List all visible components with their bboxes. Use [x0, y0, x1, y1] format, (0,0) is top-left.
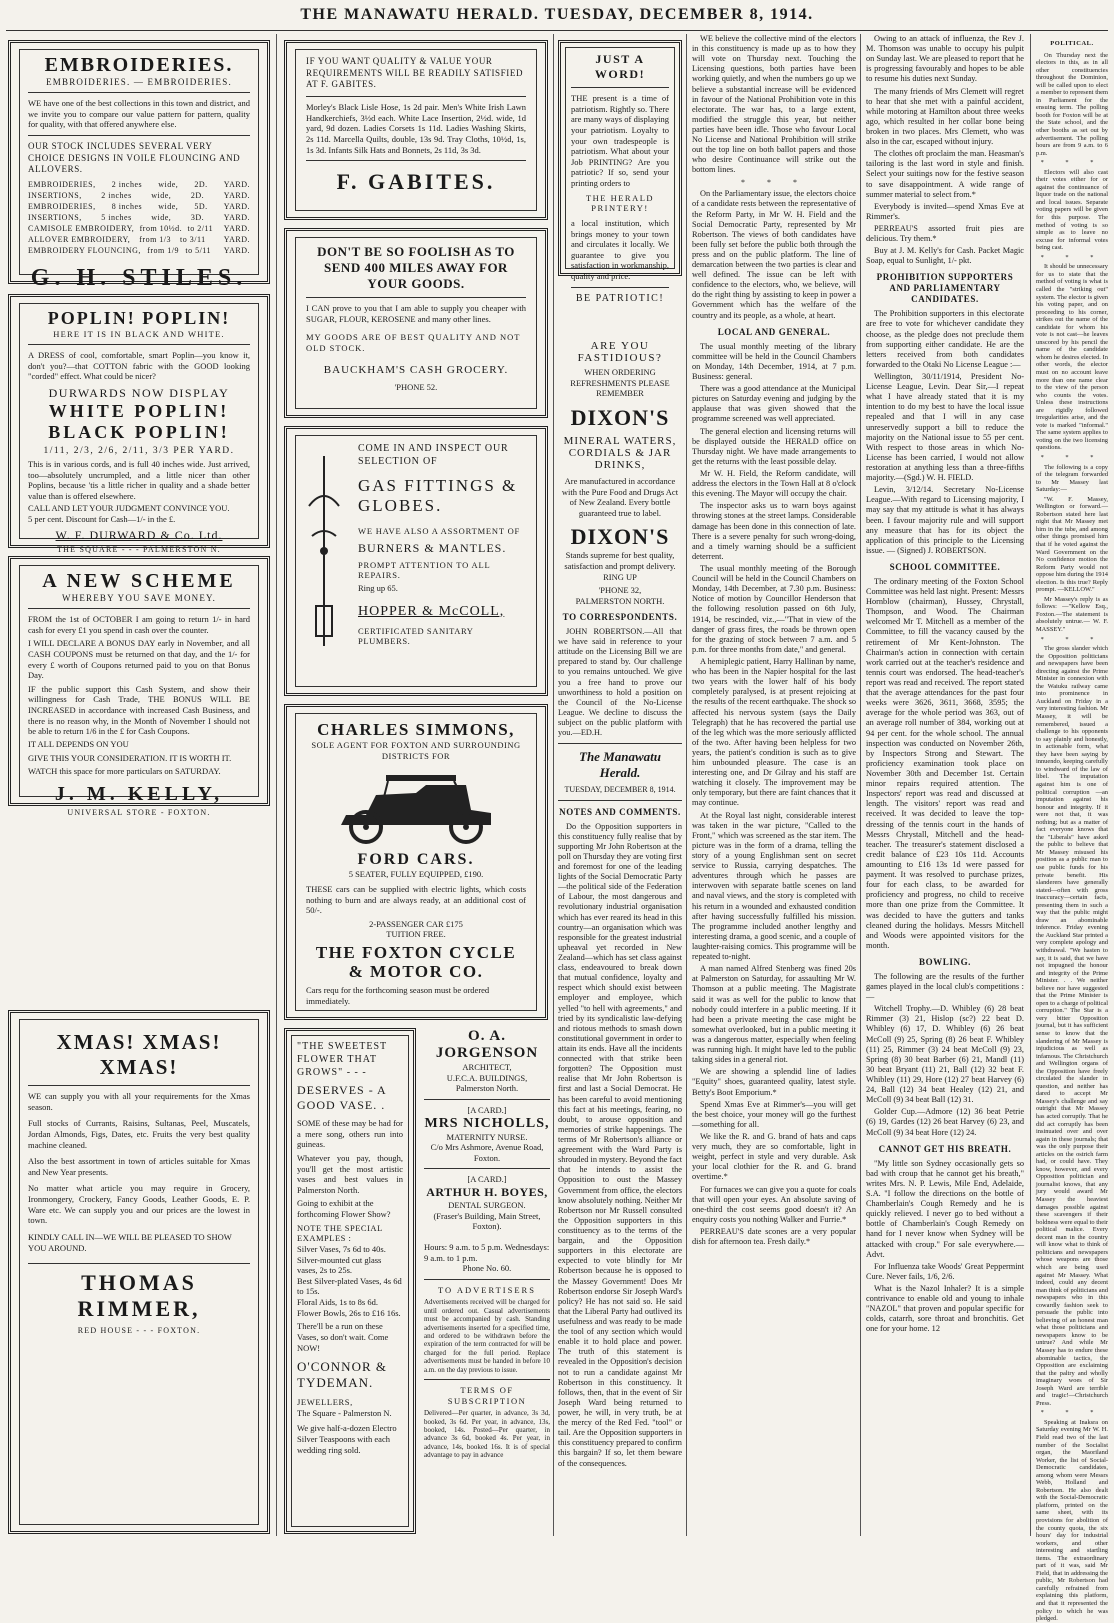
- stiles-price-cell: 2 inches: [111, 179, 143, 189]
- dixon-town: PALMERSTON NORTH.: [575, 595, 665, 606]
- rimmer-advert: [8, 1010, 270, 1534]
- news-paragraph: A hemiplegic patient, Harry Hallinan by name, who has been in the Napier hospital for the last two years with the lower half of his body completely paralysed, is at present rejoicing at the results of the recent earthquake. The shock so affected his nervous system (says the Daily Telegraph) that he has recovered the partial use of the leg which was the more seriously afflicted of the two. After having been helpless for two years, the patient's condition is such as to give him unbounded pleasure. The case is an interesting one, and Dr Gilray and his staff are watching it closely. The improvement may be only temporary, but there are faint chances that it may continue.: [692, 656, 856, 808]
- news-paragraph: For furnaces we can give you a quote for coals that will open your eyes. An absolute saving of one-third the cost seems good doesn't it? An enquiry costs you nothing Walker and Furrie.*: [692, 1184, 856, 1224]
- news-heading: BOWLING.: [918, 956, 972, 967]
- dixon-advert: [558, 340, 682, 606]
- gabites-advert: [284, 40, 548, 220]
- simmons-advert: [284, 704, 548, 1020]
- stiles-price-cell: YARD.: [223, 234, 250, 244]
- oconnor-trade: JEWELLERS,: [297, 1397, 353, 1408]
- stiles-price-row: [28, 202, 250, 211]
- simmons-footnote: Cars requ for the forthcoming season must be ordered immediately.: [306, 985, 490, 1006]
- news-paragraph: The many friends of Mrs Clemett will regret to hear that she met with a painful accident, while motoring at Hamilton about three weeks ago, which resulted in her collar bone being broken in two places. Mrs Clemett, who was also in the car, escaped without injury.: [866, 86, 1024, 147]
- rimmer-name: THOMAS RIMMER,: [77, 1270, 201, 1322]
- news-paragraph: PERREAU'S assorted fruit pies are delicious. Try them.*: [866, 223, 1024, 244]
- rimmer-p1: WE can supply you with all your requirements for the Xmas season.: [28, 1091, 250, 1112]
- gabites-name: F. GABITES.: [336, 169, 496, 195]
- news-paragraph: The ordinary meeting of the Foxton School Committee was held last night. Present: Messrs Hornblow (chairman), Hussey, Chrystall, Thompson, and Wood. The Chairman welcomed Mr T. Mitchell as a member of the Committee, to fill the vacancy caused by the retirement of Mr Kent-Johnston. The Chairman's action in connection with certain work carried out at the teacher's residence and tennis court was endorsed. The head-teacher's report was read and received. The report stated that the average attendances for the past four weeks were 3626, 3611, 3668, 3595; the average for the whole period was 363, out of an average roll number of 384, working out at 94 per cent. for the whole school. The annual inspection was conducted on November 26th, by Inspectors Strong and Stewart. The proficiency examination took place on November 30th and December 1st. Certain minor repairs required attention. The Inspectors' report was read and discussed at length. The visitors' report was read and received. It was decided to leave the top-dressing of the tennis court in the hands of Messrs Chrystall, Mitchell and the head-teacher. The treasurer's statement disclosed a credit balance of £23 10s 11d. Accounts amounting to £16 13s 1d were passed for payment. It was resolved to purchase prizes, four for each class, to be awarded for proficiency and progress, no child to receive more than one prize from the Committee. It was decided to have the gutters and tanks cleaned during the holidays. Messrs Mitchell and Woods were appointed visitors for the month.: [866, 576, 1024, 950]
- news-paragraph: We are showing a splendid line of ladies "Equity" shoes, guaranteed quality, latest style. Betty's Boot Emporium.*: [692, 1067, 856, 1097]
- stiles-price-cell: wide,: [158, 201, 179, 211]
- stiles-price-cell: INSERTIONS,: [28, 190, 82, 200]
- news-paragraph: The following are the results of the further games played in the local club's competitions :—: [866, 971, 1024, 1002]
- subscription-body: Delivered—Per quarter, in advance, 3s 3d, booked, 3s 6d. Per year, in advance, 13s, booked, 14s. Posted—Per quarter, in advance 3s 6d, booked 4s. Per year, in advance, 14s, booked 16s. It is of special advantage to pay in advance: [424, 1409, 550, 1460]
- stiles-price-row: [28, 180, 250, 189]
- stiles-price-cell: to 2/11: [187, 223, 214, 233]
- news-paragraph: The Prohibition supporters in this electorate are free to vote for whichever candidate they choose, as the pledge does not preclude them from supporting either candidate. He are the letters received from both candidates forwarded to the Otaki No License League :—: [866, 309, 1024, 369]
- herald-body2: a local institution, which brings money to your town and circulates it locally. We guarantee to give you satisfaction in workmanship, quality and price.: [571, 217, 669, 281]
- stiles-price-cell: wide,: [158, 179, 179, 189]
- stiles-price-cell: 2D.: [194, 179, 208, 189]
- section-separator: * * *: [741, 177, 807, 187]
- advertisers-title: TO ADVERTISERS: [438, 1284, 536, 1295]
- column-rule: [553, 34, 554, 1536]
- rimmer-p2: Full stocks of Currants, Raisins, Sultanas, Peel, Muscatels, Jordan Almonds, Figs, Dates, etc. Fruits the very best quality machine cleaned.: [28, 1118, 250, 1150]
- news-heading: SCHOOL COMMITTEE.: [889, 561, 1001, 572]
- column-rule: [1030, 34, 1031, 1536]
- oconnor-subtitle: DESERVES - A GOOD VASE. .: [297, 1083, 387, 1112]
- boyes-t1: DENTAL SURGEON.: [448, 1200, 526, 1210]
- news-paragraph: We like the R. and G. brand of hats and caps very much, they are so comfortable, light in weight, perfect in style and very durable. Ask your local clothier for the R. and G. brand overtime.*: [692, 1131, 856, 1182]
- boyes-hours: Hours: 9 a.m. to 5 p.m. Wednesdays: 9 a.m. to 1 p.m.: [424, 1241, 550, 1263]
- dixon-pure-food: Are manufactured in accordance with the Pure Food and Drugs Act of New Zealand. Every bottle guaranteed true to label.: [561, 475, 679, 518]
- stiles-price-cell: 2D.: [190, 190, 205, 200]
- nicholls-name: MRS NICHOLLS,: [424, 1115, 550, 1131]
- dixon-supreme: Stands supreme for best quality, satisfaction and prompt delivery. RING UP: [564, 550, 676, 582]
- gabites-heading: IF YOU WANT QUALITY & VALUE YOUR REQUIREMENTS WILL BE READILY SATISFIED AT F. GABITES.: [306, 56, 524, 90]
- stiles-price-cell: YARD.: [223, 201, 250, 211]
- kelly-advert: [8, 556, 270, 817]
- rimmer-p5: KINDLY CALL IN—WE WILL BE PLEASED TO SHOW YOU AROUND.: [28, 1231, 232, 1253]
- durward-black: BLACK POPLIN!: [48, 421, 230, 442]
- news-paragraph: Wellington, 30/11/1914, President No-License League, Levin. Dear Sir,—I repeat what I have already stated that it is my intention to do my best to have the local issue repealed and that I will in any case unreservedly support a bill to reduce the majority on the National issue to 55 per cent. With respect to those areas in which No-License has been carried, I would not allow restoration at anything less than a three-fifths majority.—(Sgd.) W. H. FIELD.: [866, 371, 1024, 483]
- gabites-body: Morley's Black Lisle Hose, 1s 2d pair. Men's White Irish Lawn Handkerchiefs, 3½d each. White Lace Insertion, 2½d. wide, 1d yard, 9d dozen. Ladies Corsets 1s 11d. Ladies Washing Skirts, 2s 11d. Marcella Quilts, double, 13s 9d. Tray Cloths, 10½d, 1s, 1s 3d. Infants Silk Hats and Bonnets, 2s 11d, 3s 3d.: [306, 102, 526, 155]
- durward-title: POPLIN! POPLIN!: [47, 308, 231, 328]
- kelly-address: UNIVERSAL STORE - FOXTON.: [67, 807, 211, 817]
- gas-lamp-icon: [304, 456, 344, 656]
- stiles-price-cell: CAMISOLE EMBROIDERY,: [28, 223, 135, 233]
- news-paragraph: The general election and licensing returns will be displayed outside the HERALD office on Thursday night. We have made arrangements to get the returns with the least possible delay.: [692, 426, 856, 466]
- ford-car-illustration: [326, 765, 506, 847]
- hopper-ring: Ring up 65.: [358, 582, 398, 593]
- kelly-p2: I WILL DECLARE A BONUS DAY early in November, and all CASH COUPONS must be returned on that day, and the 1/- for every £ worth of Coupons returned paid to you on that Bonus Day.: [28, 638, 250, 681]
- boyes-name: ARTHUR H. BOYES,: [426, 1185, 548, 1199]
- dixon-name-2: DIXON'S: [570, 524, 670, 550]
- ford-tuition: TUITION FREE.: [386, 929, 446, 940]
- news-paragraph: Mr Massey's reply is as follows: —"Kellow Esq., Foxton.—The statement is absolutely untrue.— W. F. MASSEY.": [1036, 595, 1108, 634]
- news-paragraph: Owing to an attack of influenza, the Rev J. M. Thomson was unable to occupy his pulpit on Sunday last. We are pleased to report that he is progressing favourably and hopes to be able to resume his duties next Sunday.: [866, 34, 1024, 84]
- oconnor-example-item: Floral Aids, 1s to 8s 6d.: [297, 1297, 378, 1307]
- durward-call: CALL AND LET YOUR JUDGMENT CONVINCE YOU.: [28, 503, 230, 514]
- hopper-advert: [284, 426, 548, 696]
- oconnor-p5: We give half-a-dozen Electro Silver Teaspoons with each wedding ring sold.: [297, 1423, 397, 1455]
- news-paragraph: What is the Nazol Inhaler? It is a simple contrivance to enable old and young to inhale "NAZOL" that proven and popular specific for colds, catarrh, sore throat and bronchitis. Get one for your home. 12: [866, 1283, 1024, 1334]
- news-heading: PROHIBITION SUPPORTERS AND PARLIAMENTARY CANDIDATES.: [876, 272, 1014, 305]
- news-paragraph: WE believe the collective mind of the electors in this constituency is made up as to how they will vote on Thursday next. Touching the Licensing questions, both parties have been working quietly, and when the numbers go up we believe a substantial increase will be evidenced in favour of the National Prohibition vote in this electorate. The war has, to a large extent, modified the struggle this year, but neither parties have been idle. Those who favour Local No License and National Prohibition will strike out the top line on both ballot papers and those who desire Continuance will strike out the bottom lines.: [692, 34, 856, 175]
- oconnor-examples: [297, 1244, 403, 1318]
- news-paragraph: For Influenza take Woods' Great Peppermint Cure. Never fails, 1/6, 2/6.: [866, 1261, 1024, 1281]
- boyes-t2: (Fraser's Building, Main Street, Foxton).: [433, 1210, 541, 1232]
- nicholls-t1: MATERNITY NURSE.: [446, 1131, 528, 1142]
- stiles-price-row: [28, 224, 250, 233]
- hopper-burners: BURNERS & MANTLES.: [358, 540, 507, 555]
- stiles-name: G. H. STILES.: [30, 264, 248, 291]
- kelly-title: A NEW SCHEME: [42, 570, 236, 592]
- stiles-title: EMBROIDERIES.: [44, 54, 234, 76]
- stiles-price-cell: wide,: [151, 212, 172, 222]
- dixon-remember: WHEN ORDERING REFRESHMENTS PLEASE REMEMBER: [570, 367, 670, 399]
- stiles-stock: OUR STOCK INCLUDES SEVERAL VERY CHOICE DESIGNS IN VOILE FLOUNCING AND ALLOVERS.: [28, 140, 241, 175]
- news-paragraph: Speaking at Inaksra on Saturday evening Mr W. H. Field read two of the last number of the Socialist organ, the Maoriland Worker, the list of Social-Democratic candidates, among whom were Messrs Webb, Holland and Robertson. He also dealt with the Social-Democratic platform, printed on the same sheet, with its provisions for abolition of the county quota, the six hours' day for industrial workers, and other interesting and startling items. The extraordinary part of it was, said Mr Field, that in addressing the public, Mr Robertson had carefully refrained from explaining this platform, and that it represented the policy to which he was pledged.: [1036, 1418, 1108, 1623]
- section-separator: * * *: [1040, 253, 1104, 261]
- ford-cars-heading: FORD CARS.: [357, 851, 475, 869]
- rimmer-address: RED HOUSE - - - FOXTON.: [77, 1326, 201, 1336]
- oconnor-p2: Whatever you pay, though, you'll get the most artistic vases and best values in Palmerston North.: [297, 1152, 403, 1195]
- news-heading: POLITICAL.: [1050, 40, 1094, 47]
- oconnor-note: NOTE THE SPECIAL EXAMPLES :: [297, 1222, 383, 1244]
- dixon-question: ARE YOU FASTIDIOUS?: [577, 340, 663, 364]
- hopper-repairs: PROMPT ATTENTION TO ALL REPAIRS.: [358, 559, 491, 581]
- news-paragraph: Everybody is invited—spend Xmas Eve at Rimmer's.: [866, 201, 1024, 221]
- kelly-p5: GIVE THIS YOUR CONSIDERATION. IT IS WORTH IT.: [28, 752, 232, 763]
- stiles-price-cell: from 1/3: [139, 234, 172, 244]
- bauckham-name: BAUCKHAM'S CASH GROCERY.: [323, 363, 509, 376]
- stiles-price-cell: ALLOVER EMBROIDERY,: [28, 234, 131, 244]
- stiles-price-row: [28, 246, 250, 255]
- news-column-6: [1036, 34, 1108, 1623]
- kelly-p1: FROM the 1st of OCTOBER I am going to return 1/- in hard cash for every £1 you spend in cash over the counter.: [28, 614, 250, 635]
- stiles-advert: [8, 40, 270, 291]
- stiles-body: WE have one of the best collections in this town and district, and we invite you to compare our value pattern for pattern, quality for quality, with that offered anywhere else.: [28, 98, 250, 130]
- simmons-subtitle: SOLE AGENT FOR FOXTON AND SURROUNDING DISTRICTS FOR: [311, 740, 521, 761]
- jorgenson-t2: U.F.C.A. BUILDINGS,: [446, 1072, 528, 1083]
- herald-title: JUST A WORD!: [594, 52, 646, 81]
- durward-display: DURWARDS NOW DISPLAY: [48, 385, 230, 400]
- stiles-price-cell: wide,: [151, 190, 172, 200]
- bauckham-title: DON'T BE SO FOOLISH AS TO SEND 400 MILES AWAY FOR YOUR GOODS.: [317, 244, 515, 291]
- oconnor-address: The Square - Palmerston N.: [297, 1407, 392, 1418]
- news-paragraph: Levin, 3/12/14. Secretary No-License League.—With regard to Licensing majority, I may say that my attitude is what it has always been. I favour majority rule and will support any measure that has for its object the application of this principle to the Licensing issue. — (Signed) J. ROBERTSON.: [866, 485, 1024, 555]
- foxton-cycle-motor-co: THE FOXTON CYCLE & MOTOR CO.: [315, 943, 517, 981]
- section-separator: * * *: [1040, 635, 1104, 643]
- stiles-price-cell: EMBROIDERIES,: [28, 179, 96, 189]
- stiles-price-cell: YARD.: [223, 245, 250, 255]
- bauckham-quality: MY GOODS ARE OF BEST QUALITY AND NOT OLD STOCK.: [306, 332, 521, 353]
- boyes-phone: Phone No. 60.: [462, 1263, 512, 1274]
- stiles-subtitle: EMBROIDERIES. — EMBROIDERIES.: [46, 77, 232, 87]
- oconnor-title: "THE SWEETEST FLOWER THAT GROWS" - - -: [297, 1041, 387, 1078]
- hopper-gas-fittings: GAS FITTINGS & GLOBES.: [358, 476, 518, 515]
- dixon-mineral-waters: MINERAL WATERS, CORDIALS & JAR DRINKS,: [563, 434, 677, 471]
- stiles-price-cell: to 3/11: [180, 234, 206, 244]
- masthead-rule: [6, 30, 1108, 31]
- news-paragraph: On the Parliamentary issue, the electors choice of a candidate rests between the representative of the Reform Party, in Mr W. H. Field and the Social Democratic Party, represented by Mr Robertson. The views of both candidates have been fully set before the public both through the press and on the public platform. The line of demarcation between the two parties is clear and well defined. The issue can be left with confidence to the electors, who, we believe, will do the right thing by assisting to keep in power a Government which has the welfare of the country and its people, as a whole, at heart.: [692, 189, 856, 320]
- stiles-price-cell: to 5/11: [185, 245, 211, 255]
- herald-printery-advert: [558, 40, 682, 304]
- notes-heading: NOTES AND COMMENTS.: [559, 806, 681, 817]
- stiles-price-cell: INSERTIONS,: [28, 212, 82, 222]
- news-paragraph: The gross slander which the Opposition politicians and newspapers have been directing against the Prime Minister in connexion with the Waiuku railway came into prominence in Auckland on Friday in a very interesting fashion. Mr Massey, it will be remembered, issued a challenge to his opponents to say plainly and honestly, in actionable form, what they have been saying by innuendo, keeping carefully to windward of the law of libel. The imputation against him is one of political corruption —an imputation against his honour and integrity. If it were not that, it was nothing; but as a matter of fact everyone knows that the "Liberals" have asked the public to believe that Mr Massey misused his position as a public man to use public funds for his private benefit. His slanderers have generally stated—often with gross inaccuracy—certain facts, presenting them in such a way that the public might draw an abominable inference. Friday evening the Auckland Star printed a very complete apology and withdrawal. "We hasten to say, it is said, that we have not impugned the honour and integrity of the Prime Minister. . . We neither believe nor have suggested that the Prime Minister is open to a charge of political corruption." The Star is a very bitter Opposition journal, but it has sufficient sense to know that the slandering of Mr Massey is injudicious as well as infamous. The Christchurch and Wellington organs of the Opposition have freely circulated the slander in question, and neither has dared to accept Mr Massey's challenge and say outright that Mr Massey has acted corruptly. That he did act corruptly has been insinuated over and over again in these journals; that was the only purpose their articles on the ostrich farm had, or could have. They know, however, and every Opposition politician and journalist knows, that any jury would award Mr Massey the heaviest damages possible against these scavengers if their boldness were equal to their political malice. Every decent man in the country will know what to think of politicians and newspapers whose weapons are those which are being used against Mr Massey. What indeed, could any decent man think of politicians and newspapers who in this cowardly fashion seek to persuade the public into believing of an honest man what those politicians and newspapers know to be untrue? And while Mr Massey has to endure these abominable tactics, the Opposition are exclaiming that the paltry and wholly imaginary woes of Sir Joseph Ward are terrible and tragic!—Christchurch Press.: [1036, 645, 1108, 1407]
- durward-body: A DRESS of cool, comfortable, smart Poplin—you know it, don't you?—that COTTON fabric with the GOOD looking "corded" effect. What could be nicer?: [28, 350, 250, 382]
- news-column-5-final: [866, 34, 1024, 1534]
- durward-advert: [8, 294, 270, 554]
- stiles-price-cell: from 1/9: [147, 245, 179, 255]
- durward-prices: 1/11, 2/3, 2/6, 2/11, 3/3 PER YARD.: [43, 445, 235, 456]
- jorgenson-t1: ARCHITECT,: [462, 1062, 512, 1072]
- herald-printery: THE HERALD PRINTERY!: [585, 192, 655, 214]
- oconnor-example-item: Silver Vases, 7s 6d to 40s.: [297, 1243, 386, 1254]
- advertisers-body: Advertisements received will be charged for until ordered out. Casual advertisements must be accompanied by cash. Standing advertisements inserted for a specified time, and ordered to be withdrawn before the expiration of the term contracted for will be charged for the full period. Replace advertisements must be handed in before 10 a.m. on the day previous to issue.: [424, 1298, 550, 1374]
- stiles-price-row: [28, 235, 250, 244]
- jorgenson-name: O. A. JORGENSON: [435, 1028, 539, 1061]
- correspondents-heading: TO CORRESPONDENTS.: [562, 612, 678, 622]
- stiles-price-cell: from 10½d.: [139, 223, 183, 233]
- news-paragraph: Golder Cup.—Admore (12) 36 beat Petrie (6) 19, Gardes (12) 26 beat Harvey (6) 23, and McColl (9) 34 beat Hore (12) 24.: [866, 1107, 1024, 1137]
- simmons-name: CHARLES SIMMONS,: [317, 720, 515, 739]
- stiles-price-cell: 3D.: [190, 212, 205, 222]
- ford-electric-lights: THESE cars can be supplied with electric lights, which costs nothing to burn and are always ready, at an additional cost of 50/-.: [306, 883, 526, 916]
- correspondents-body: JOHN ROBERTSON.—All that we have said in reference to your attitude on the Licensing Bill we are prepared to stand by. Our challenge to you remains untouched. We give you a free hand to prove our unworthiness to hold a position on the Council of the No-License League. We decline to discuss the subject on the public platform with you.—ED.H.: [558, 626, 682, 738]
- news-paragraph: Electors will also cast their votes either for or against the continuance of liquor trade on the national and local issues. Separate voting papers will be given for this purpose. The method of voting is so simple as to leave no excuse for informal votes being cast.: [1036, 168, 1108, 252]
- section-separator: * * *: [1040, 159, 1104, 167]
- kelly-p3: IF the public support this Cash System, and show their willingness for Cash Trade, THE BONUS WILL BE INCREASED in accordance with increased Cash Business, and there is no reason why, in the Month of November I should not be able to return 1/6 in the £ for Cash Coupons.: [28, 683, 250, 737]
- durward-white: WHITE POPLIN!: [48, 400, 230, 421]
- dixon-phone: 'PHONE 32,: [598, 585, 642, 596]
- rimmer-title: XMAS! XMAS! XMAS!: [56, 1030, 222, 1079]
- stiles-price-cell: EMBROIDERY FLOUNCING,: [28, 245, 141, 255]
- news-paragraph: Mr W. H. Field, the Reform candidate, will address the electors in the Town Hall at 8 o'clock this evening. The Mayor will occupy the chair.: [692, 468, 856, 499]
- rimmer-p3: Also the best assortment in town of articles suitable for Xmas and New Year presents.: [28, 1156, 250, 1177]
- bauckham-phone: 'PHONE 52.: [394, 381, 438, 392]
- oconnor-p1: SOME of these may be had for a mere song, others run into guineas.: [297, 1118, 403, 1150]
- news-paragraph: "W. F. Massey, Wellington or forward.—Robertson stated here last night that Mr Massey met him in the tube, and among other things promised him that if he voted against the Ward Government on the No confidence motion the Reform Party would not oppose him during the 1914 election. Is this true? Reply prompt. —KELLOW.": [1036, 495, 1108, 594]
- kelly-p4: IT ALL DEPENDS ON YOU: [28, 738, 129, 749]
- news-paragraph: The clothes oft proclaim the man. Heasman's tailoring is the last word in style and finish. Select your suitings now for the festive season to save disappointment. A wide range of summer material to select from.*: [866, 149, 1024, 199]
- news-paragraph: The following is a copy of the telegram forwarded to Mr Massey last Saturday:—: [1036, 463, 1108, 494]
- news-paragraph: Spend Xmas Eve at Rimmer's—you will get the best choice, your money will go the furthest—something for all.: [692, 1099, 856, 1129]
- subscription-title: TERMS OF SUBSCRIPTION: [447, 1384, 527, 1406]
- news-paragraph: PERREAU'S date scones are a very popular dish for afternoon tea. Fresh daily.*: [692, 1226, 856, 1247]
- oconnor-example-item: Silver-mounted cut glass vases, 2s to 25s.: [297, 1254, 382, 1276]
- news-paragraph: The usual monthly meeting of the Borough Council will be held in the Council Chambers on Monday, 14th December, at 7.30 p.m. Business: Notice of motion by Councillor Henderson that the following resolution passed on 6th July, 1914, be rescinded, viz.,—"That in view of the danger of grass fires, the roads be thrown open for the grazing of stock between 7 a.m. and 5 p.m. for three months from date," and general.: [692, 563, 856, 654]
- stiles-price-cell: YARD.: [223, 223, 250, 233]
- stiles-price-cell: YARD.: [223, 190, 250, 200]
- kelly-subtitle: WHEREBY YOU SAVE MONEY.: [61, 593, 217, 603]
- oconnor-p3: Going to exhibit at the forthcoming Flower Show?: [297, 1198, 391, 1219]
- hopper-tagline: CERTIFICATED SANITARY PLUMBERS.: [358, 625, 474, 647]
- news-paragraph: There was a good attendance at the Municipal pictures on Saturday evening and judging by the applause that was given showed that the programme screened was well appreciated.: [692, 384, 856, 424]
- notes-body: Do the Opposition supporters in this constituency fully realise that by supporting Mr John Robertson at the poll on Thursday they are voting first and foremost for one of the leading lights of the Social Democratic Party—the political side of the Federation of Labour, the most dangerous and revolutionary industrial organisation which has ever reared its head in this country—an organisation which was responsible for the greatest industrial upheaval yet recorded in New Zealand—which has set class against class, endeavoured to break down that mutual confidence, loyalty and respect which should exist between employer and employee, which yelled "to hell with agreements," and tried by its syndicalistic law-defying and riotous methods to smash down constitutional government in order to attain its ends. Have all the incidents connected with that strike been forgotten? The Opposition must realise that Mr John Robertson is first and last a Social Democrat. He has been careful to avoid mentioning this fact at his meetings, fearing, no doubt, to arouse opposition and memories of strike happenings. The terms of Mr Robertson's alliance or agreement with the Ward Party is shrouded in mystery. Beyond the fact that he intends to assist the Opposition to oust the Massey Government from office, the electors know absolutely nothing. Neither Mr Robertson nor Mr Russell consulted the Opposition supporters in this constituency as to the terms of the bargain, and the Opposition supporters in this electorate are expected to vote blindly for Mr Robertson because he is opposed to the Massey Government! Does Mr Robertson endorse Sir Joseph Ward's policy? He has not said so. He said that the Liberal Party had outlived its usefulness and was ready to be made the tool of any section which would enable it to hold place and power. The truth of this statement is revealed in the Opposition's decision not to run a candidate against Mr Robertson in this constituency. It follows, then, that in the event of Sir Joseph Ward being returned to power, he will, in very truth, be at the mercy of the Red Fed. "tool" or tail. Are the Opposition supporters in this constituency prepared to confirm this bargain? If so, let them beware of the consequences.: [558, 821, 682, 1468]
- oconnor-example-item: Flower Bowls, 26s to £16 16s.: [297, 1307, 401, 1318]
- stiles-price-list: [28, 180, 250, 255]
- editorial-column: [558, 606, 682, 1534]
- hopper-intro: COME IN AND INSPECT OUR SELECTION OF: [358, 443, 509, 467]
- stiles-price-cell: 5D.: [194, 201, 208, 211]
- durward-body2: This is in various cords, and is full 40 inches wide. Just arrived, too—absolutely uncrumpled, and a little nicer than other Poplins, because 'tis a little richer in quality and a shade better value than is offered elsewhere.: [28, 458, 250, 501]
- news-heading: CANNOT GET HIS BREATH.: [878, 1143, 1012, 1154]
- column-rule: [860, 34, 861, 1536]
- news-paragraph: "My little son Sydney occasionally gets so bad with croup that he cannot get his breath," writes Mrs. N. P. Lewis, Mile End, Adelaide, S.A. "I follow the directions on the bottle of Chamberlain's Cough Remedy and he is quickly relieved. I never go to bed without a bottle of Chamberlain's Cough Remedy on hand for I never know when Sydney will be attacked with croup." For sale everywhere.—Advt.: [866, 1158, 1024, 1259]
- section-separator: * * *: [1040, 453, 1104, 461]
- news-paragraph: A man named Alfred Stenberg was fined 20s at Palmerston on Saturday, for assaulting Mr W. Thomson at a public meeting. The Magistrate said it was as well for the public to know that nobody could interfere in a public meeting. If it had been a private meeting the case might be somewhat overlooked, but in a public meeting it was a dangerous matter, especially when feeling was running high. It might have led to the public taking sides in a general riot.: [692, 964, 856, 1065]
- news-paragraph: Buy at J. M. Kelly's for Cash. Packet Magic Soap, equal to Sunlight, 1/- pkt.: [866, 246, 1024, 266]
- stiles-price-cell: 8 inches: [111, 201, 143, 211]
- durward-name: W. F. DURWARD & Co. Ltd.: [55, 527, 223, 542]
- stiles-price-row: [28, 191, 250, 200]
- nicholls-card: [A CARD.]: [467, 1104, 507, 1115]
- boyes-card: [A CARD.]: [467, 1174, 507, 1185]
- stiles-price-row: [28, 213, 250, 222]
- news-paragraph: Witchell Trophy.—D. Whibley (6) 28 beat Rimmer (3) 21, Hislop (sc?) 22 beat D. Whibley (6) 17, D. Whibley (6) 26 beat McColl (9) 25, Spring (8) 26 beat F. Whibley (11) 25, Rimmer (3) 24 beat McColl (9) 23, Spring (8) 30 beat Barber (6) 21, Mandl (11) 30 beat Bryant (11) 21, Ball (12) 32 beat F. Whibley (11) 29, Hore (12) 27 beat Harvey (6) 24, Ball (12) 34 beat Healey (12) 21, and McColl (9) 34 beat Ball (12) 31.: [866, 1004, 1024, 1105]
- herald-patriotic: BE PATRIOTIC!: [575, 292, 665, 304]
- column-rule: [686, 34, 687, 1536]
- masthead: THE MANAWATU HERALD. TUESDAY, DECEMBER 8, 1914.: [300, 6, 814, 23]
- oconnor-example-item: Best Silver-plated Vases, 4s 6d to 15s.: [297, 1275, 402, 1297]
- news-paragraph: It should be unnecessary for us to state that the method of voting is what is called the "striking out" system. The elector is given his voting paper, and on proceeding to his corner, strikes out the name of the candidate for whom his vote is not cast—he leaves unscored by his pencil the name of the candidate whom he desires elected. In other words, the elector must on no account leave more than one name clear to the view of the person who counts the votes. Unless these instructions are rigidly followed irregularities arise, and the vote is marked "informal." The same system applies to voting on the two licensing questions.: [1036, 263, 1108, 452]
- news-paragraph: The usual monthly meeting of the library committee will be held in the Council Chambers on Monday, 14th December, 1914, at 7 p.m. Business: general.: [692, 341, 856, 381]
- stiles-price-cell: 5 inches: [101, 212, 132, 222]
- herald-body: THE present is a time of patriotism. Rightly so. There are many ways of displaying your patriotism. Loyalty to your own tradespeople is patriotism. What about your Job PRINTING? Are you patriotic? If so, send your printing orders to: [571, 93, 669, 188]
- nicholls-t2: C/o Mrs Ashmore, Avenue Road, Foxton.: [430, 1142, 544, 1163]
- jorgenson-t3: Palmerston North.: [455, 1083, 519, 1094]
- stiles-price-cell: EMBROIDERIES,: [28, 201, 96, 211]
- kelly-name: J. M. KELLY,: [54, 782, 224, 805]
- news-paragraph: The inspector asks us to warn boys against throwing stones at the street lamps. Considerable damage has been done in this connection of late. There is a severe penalty for such wrong-doing, and a timely warning should be a sufficient deterrent.: [692, 501, 856, 561]
- bauckham-advert: [284, 228, 548, 418]
- oconnor-p4: There'll be a run on these Vases, so don't wait. Come NOW!: [297, 1321, 389, 1353]
- stiles-price-cell: YARD.: [223, 212, 250, 222]
- oconnor-name: O'CONNOR & TYDEMAN.: [297, 1359, 387, 1391]
- news-heading: LOCAL AND GENERAL.: [717, 326, 831, 337]
- news-column-4: [692, 34, 856, 1534]
- ford-two-passenger: 2-PASSENGER CAR £175: [369, 918, 463, 929]
- stiles-price-cell: 2 inches: [101, 190, 132, 200]
- oconnor-advert: [284, 1028, 416, 1534]
- section-separator: * * *: [1040, 1409, 1104, 1417]
- cards-column: [424, 1028, 550, 1534]
- ford-price: 5 SEATER, FULLY EQUIPPED, £190.: [348, 869, 484, 880]
- hopper-assortment: WE HAVE ALSO A ASSORTMENT OF: [358, 526, 521, 536]
- kelly-p6: WATCH this space for more particulars on SATURDAY.: [28, 766, 221, 777]
- durward-address: THE SQUARE - - - PALMERSTON N.: [57, 544, 221, 554]
- paper-dateline: TUESDAY, DECEMBER 8, 1914.: [564, 784, 676, 794]
- bauckham-body: I CAN prove to you that I am able to supply you cheaper with SUGAR, FLOUR, KEROSENE and many other lines.: [306, 303, 526, 324]
- durward-discount: 5 per cent. Discount for Cash—1/- in the £.: [28, 514, 176, 524]
- dixon-name: DIXON'S: [570, 404, 670, 430]
- rimmer-p4: No matter what article you may require in Grocery, Ironmongery, Crockery, Fancy Goods, Leather Goods, E. P. Ware etc. We can supply you and our prices are the lowest in town.: [28, 1183, 250, 1226]
- durward-subtitle: HERE IT IS IN BLACK AND WHITE.: [53, 329, 225, 339]
- stiles-price-cell: YARD.: [223, 179, 250, 189]
- hopper-name: HOPPER & McCOLL,: [358, 603, 505, 619]
- paper-nameplate: The Manawatu Herald.: [579, 749, 661, 781]
- news-paragraph: On Thursday next the electors in this, as in all other constituencies throughout the Dominion, will be called upon to elect a member to represent them in Parliament for the ensuing term. The polling booth for Foxton will be at the State school, and the other booths as set out by advertisement. The polling hours are from 9 a.m. to 6 p.m.: [1036, 51, 1108, 157]
- news-paragraph: At the Royal last night, considerable interest was taken in the war picture, "Called to the Front," which was screened as the star item. The picture was in the form of a drama, telling the story of a young Englishman sent on secret service to Russia, carrying despatches. The adventures through which he passes are interwoven with separate battle scenes on land and naval views, and the story is completed with his return in a wounded and exhausted condition after having successfully fulfilled his mission. The programme included another lengthy and interesting drama, a good scenic, and a couple of laughter-raising comics. This programme will be repeated to-night.: [692, 810, 856, 962]
- column-rule: [276, 34, 277, 1536]
